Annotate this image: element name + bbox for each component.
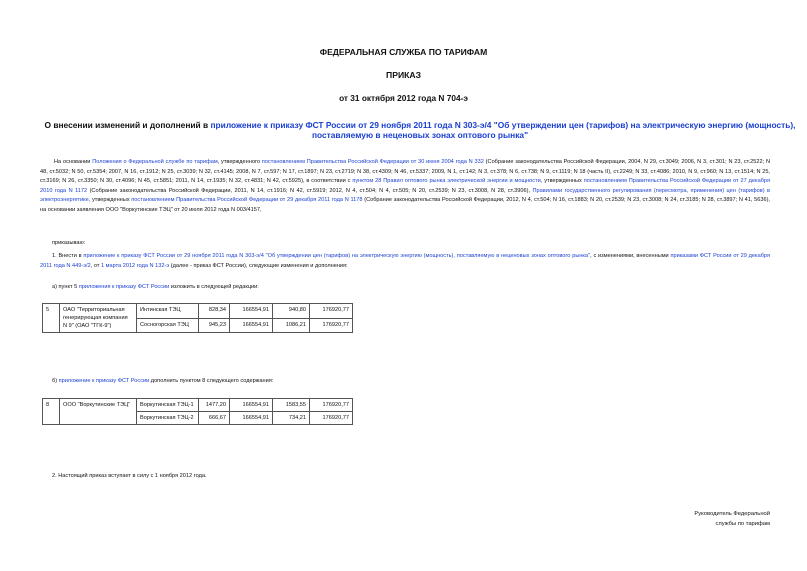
station-cell: Сосногорская ТЭЦ bbox=[137, 318, 199, 333]
item-b-text: б) bbox=[52, 378, 59, 384]
row-number: 8 bbox=[43, 399, 60, 425]
link-order-449[interactable]: приказами ФСТ России от 29 декабря 2011 года N 449-э/2 bbox=[40, 253, 771, 269]
organization-cell: ООО "Воркутинские ТЭЦ" bbox=[60, 399, 137, 425]
document-title bbox=[40, 120, 800, 140]
value-cell: 940,80 bbox=[273, 304, 310, 319]
item-1 bbox=[40, 252, 770, 271]
value-cell: 176920,77 bbox=[310, 304, 353, 319]
link-market-rules-28[interactable]: пунктом 28 Правил оптового рынка электрической энергии и мощности bbox=[352, 178, 541, 185]
item-2: 2. Настоящий приказ вступает в силу с 1 ноября 2012 года. bbox=[52, 473, 207, 479]
item-1-text: , от bbox=[90, 262, 101, 269]
title-prefix: О внесении изменений и дополнений в bbox=[44, 120, 211, 130]
organization-cell: ОАО "Территориальная генерирующая компания N 9" (ОАО "ТГК-9") bbox=[60, 304, 137, 333]
value-cell: 1086,21 bbox=[273, 318, 310, 333]
link-order-132[interactable]: 1 марта 2012 года N 132-э bbox=[100, 262, 170, 269]
value-cell: 1477,20 bbox=[199, 399, 230, 412]
preamble-text: (Собрание законодательства Российской Федерации, 2012, N 4, ст.504; N 16, ст.1883; N 20, ст.2539; N 23, ст.3008; N 24, ст.3185; N 28, ст.3897; N 41, 5636), на основании заявления ООО "Воркутинские ТЭЦ" от 20 июля 2012 года N 003/4157, bbox=[40, 197, 770, 213]
link-pricing-rules[interactable]: Правилами государственного регулирования (пересмотра, применения) цен (тарифов) в электроэнергетике bbox=[40, 187, 770, 204]
tariff-table-1 bbox=[42, 303, 353, 333]
link-decree-1172[interactable]: постановлением Правительства Российской Федерации от 27 декабря 2010 года N 1172 bbox=[40, 178, 770, 194]
station-cell: Воркутинская ТЭЦ-1 bbox=[137, 399, 199, 412]
item-a-text: изложить в следующей редакции: bbox=[169, 284, 259, 290]
link-fst-regulation[interactable]: Положения о Федеральной службе по тарифам bbox=[92, 159, 218, 165]
value-cell: 176920,77 bbox=[310, 318, 353, 333]
preamble-text: На основании bbox=[54, 159, 93, 165]
preamble-text: , утвержденных bbox=[88, 197, 132, 204]
item-1-text: 1. Внести в bbox=[52, 253, 84, 259]
row-number: 5 bbox=[43, 304, 60, 333]
value-cell: 828,34 bbox=[199, 304, 230, 319]
doc-date: от 31 октября 2012 года N 704-э bbox=[339, 93, 468, 103]
preamble-text: (Собрание законодательства Российской Федерации, 2011, N 14, ст.1916; N 42, ст.5919; 2012, N 4, ст.504; N 4, ст.505; N 20, ст.2539; N 23, ст.3008, N 28, ст.3906), bbox=[87, 187, 533, 194]
value-cell: 734,21 bbox=[273, 412, 310, 425]
title-link[interactable]: приложение к приказу ФСТ России от 29 ноября 2011 года N 303-э/4 "Об утверждении цен (тарифов) на электрическую энергию (мощность), поставляемую в неценовых зонах оптового рынка" bbox=[210, 120, 796, 140]
link-decree-332[interactable]: постановлением Правительства Российской Федерации от 30 июня 2004 года N 332 bbox=[261, 159, 484, 165]
table-row bbox=[43, 304, 353, 319]
value-cell: 666,67 bbox=[199, 412, 230, 425]
value-cell: 176920,77 bbox=[310, 399, 353, 412]
item-b-text: дополнить пунктом 8 следующего содержания: bbox=[149, 378, 274, 384]
signature-block bbox=[694, 510, 770, 529]
value-cell: 166554,91 bbox=[230, 304, 273, 319]
preamble-text: , утвержденного bbox=[217, 159, 262, 165]
value-cell: 945,23 bbox=[199, 318, 230, 333]
item-1-text: , с изменениями, внесенными bbox=[590, 253, 671, 259]
item-1-text: (далее - приказ ФСТ России), следующие изменения и дополнения: bbox=[169, 262, 348, 269]
value-cell: 176920,77 bbox=[310, 412, 353, 425]
tariff-table-2 bbox=[42, 398, 353, 425]
table-row bbox=[43, 399, 353, 412]
preamble-text: , утвержденных bbox=[540, 178, 584, 185]
preamble-text: (Собрание законодательства Российской Федерации, 2004, N 29, ст.3049; 2006, N 3, ст.301; N 23, ст.2522; N 48, ст.5032; N 50, ст.5354; 2007, N 16, ст.1912; N 25, ст.3039; N 32, ст.4145; 2008, N 7, ст.597; N 17, ст.1897; N 23, ст.2719; N 38, ст.4309; N 46, ст.5337; 2009, N 1, ст.142; N 3, ст.378; N 6, ст.738; N 9, ст.1119; N 18 (часть II), ст.2249; N 33, ст.4086; 2010, N 9, ст.960; N 13, ст.1514; N 25, ст.3169; N 26, ст.3350; N 30, ст.4096; N 45, ст.5851; 2011, N 14, ст.1935; N 32, ст.4831; N 42, ст.5925), в соответствии с bbox=[40, 159, 771, 185]
item-a-text: а) пункт 5 bbox=[52, 284, 79, 290]
agency-name: ФЕДЕРАЛЬНАЯ СЛУЖБА ПО ТАРИФАМ bbox=[319, 47, 488, 57]
preamble-paragraph bbox=[40, 158, 770, 216]
signature-line: службы по тарифам bbox=[715, 520, 770, 527]
value-cell: 166554,91 bbox=[230, 318, 273, 333]
link-appendix[interactable]: приложение к приказу ФСТ России bbox=[58, 378, 150, 384]
link-order-303[interactable]: приложение к приказу ФСТ России от 29 ноября 2011 года N 303-э/4 "Об утверждении цен (тарифов) на электрическую энергию (мощность), поставляемую в неценовых зонах оптового рынка" bbox=[83, 253, 591, 259]
link-decree-1178[interactable]: постановлением Правительства Российской Федерации от 29 декабря 2011 года N 1178 bbox=[131, 197, 363, 204]
signature-line: Руководитель Федеральной bbox=[694, 511, 770, 517]
value-cell: 166554,91 bbox=[230, 399, 273, 412]
link-appendix[interactable]: приложения к приказу ФСТ России bbox=[78, 284, 170, 290]
station-cell: Интинская ТЭЦ bbox=[137, 304, 199, 319]
value-cell: 1583,55 bbox=[273, 399, 310, 412]
doc-type: ПРИКАЗ bbox=[386, 70, 421, 80]
value-cell: 166554,91 bbox=[230, 412, 273, 425]
item-a bbox=[52, 283, 452, 293]
orders-label: приказываю: bbox=[52, 240, 86, 246]
item-b bbox=[52, 377, 452, 387]
station-cell: Воркутинская ТЭЦ-2 bbox=[137, 412, 199, 425]
